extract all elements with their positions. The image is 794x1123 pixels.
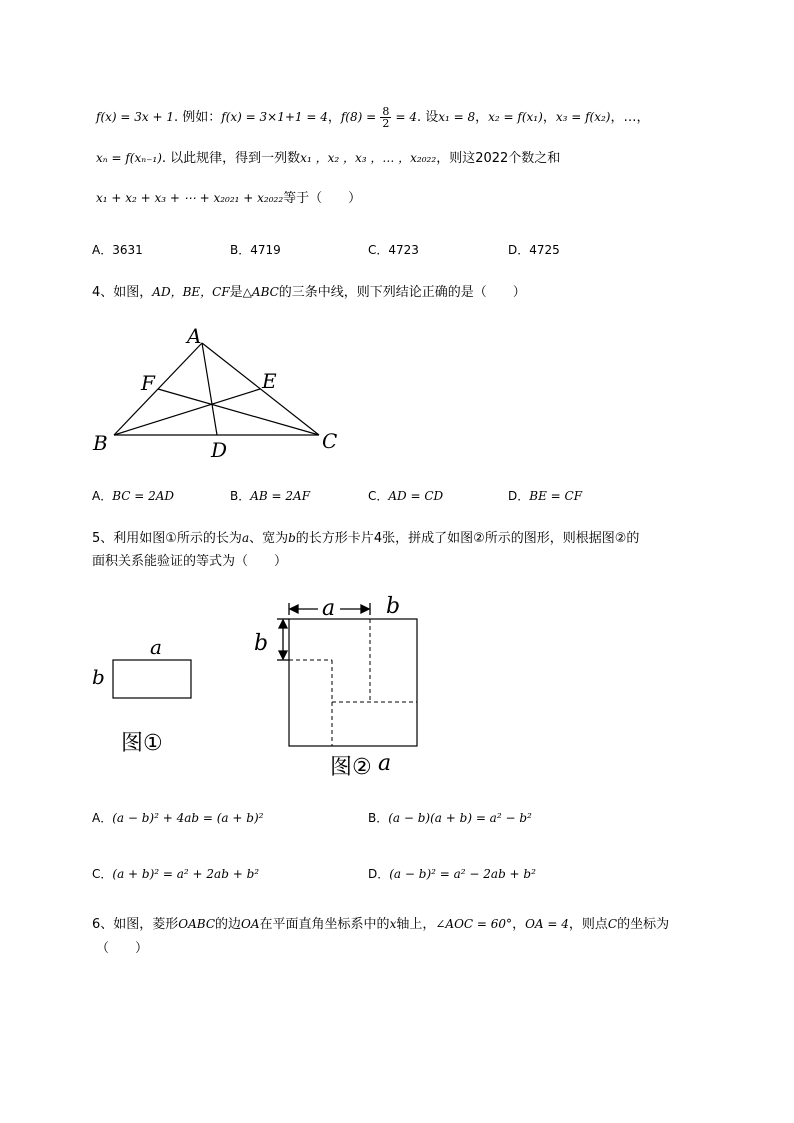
q3-x2: x₂ = f(x₁) [488,110,543,124]
fig1-label-b: b [92,665,105,689]
fig1-rectangle [113,660,191,698]
label-b: B [93,431,108,455]
fig2-arrowhead-right [361,605,369,613]
q4-option-d: D．BE = CF [508,489,583,503]
fig2-arrowhead-bottom [279,651,287,659]
q3-x1: x₁ = 8 [438,110,476,124]
q3-line-2: xₙ = f(xₙ₋₁). 以此规律，得到一列数x₁ ，x₂ ，x₃ ，… ，x₂₀₂₂，则这2022个数之和 [96,151,561,166]
fig2-arrowhead-left [290,605,298,613]
fig1-label-a: a [150,635,162,659]
q3-function-def: f(x) = 3x + 1 [96,110,174,124]
q3-fraction: $\frac{8}{2}$ [382,105,390,130]
q3-xn: xₙ = f(xₙ₋₁) [96,151,162,165]
fig2-label-b-left: b [254,631,269,656]
fig2-outer-square [289,619,417,746]
q5-option-c: C．(a + b)² = a² + 2ab + b² [92,867,260,881]
q6-stem-line-1: 6、如图，菱形OABC的边OA在平面直角坐标系中的x轴上，∠AOC = 60°，OA = 4，则点C的坐标为 [92,917,670,932]
q3-option-c: C．4723 [368,243,419,257]
label-f: F [141,371,155,395]
q4-option-b: B．AB = 2AF [230,489,311,503]
q4-medians: AD，BE，CF [152,285,230,299]
q3-sequence: x₁ ，x₂ ，x₃ ，… ，x₂₀₂₂ [300,151,437,165]
q3-line-3: x₁ + x₂ + x₃ + ⋯ + x₂₀₂₁ + x₂₀₂₂等于（ ） [96,191,362,206]
q5-option-a: A．(a − b)² + 4ab = (a + b)² [92,811,264,825]
fig1-caption: 图① [121,731,163,756]
label-c: C [322,429,338,453]
q3-option-b: B．4719 [230,243,281,257]
q5-stem-line-1: 5、利用如图①所示的长为a、宽为b的长方形卡片4张，拼成了如图②所示的图形，则根据图②的 [92,531,640,546]
fig2-label-a-bottom: a [378,751,392,776]
q5-option-b: B．(a − b)(a + b) = a² − b² [368,811,532,825]
fig2-label-b-top: b [386,594,401,619]
label-a: A [187,324,202,348]
q6-stem-line-2: （ ） [96,941,149,956]
median-ad [202,343,217,435]
q4-option-a: A．BC = 2AD [92,489,175,503]
q3-x3: x₃ = f(x₂) [555,110,611,124]
q5-option-d: D．(a − b)² = a² − 2ab + b² [368,867,536,881]
fig2-label-a-top: a [322,596,336,621]
q3-example-2: f(8) = [340,110,377,124]
q4-option-c: C．AD = CD [368,489,444,503]
q3-option-a: A．3631 [92,243,143,257]
q4-triangle: △ABC [242,285,279,299]
q3-sum: x₁ + x₂ + x₃ + ⋯ + x₂₀₂₁ + x₂₀₂₂ [96,191,284,205]
side-ac [202,343,319,435]
fig2-arrowhead-top [279,620,287,628]
q4-stem: 4、如图，AD，BE，CF是△ABC的三条中线，则下列结论正确的是（ ） [92,285,526,300]
q3-line-1: f(x) = 3x + 1. 例如：f(x) = 3×1+1 = 4，f(8) = $\frac{8}{2}$ = 4. 设x₁ = 8，x₂ = f(x₁)，x₃ = f(x₂)，…， [96,105,650,130]
fig2-caption: 图② [330,755,372,780]
q5-stem-line-2: 面积关系能验证的等式为（ ） [92,554,288,569]
label-e: E [262,369,277,393]
label-d: D [211,438,228,462]
q3-example-1: f(x) = 3×1+1 = 4 [221,110,328,124]
q3-option-d: D．4725 [508,243,560,257]
